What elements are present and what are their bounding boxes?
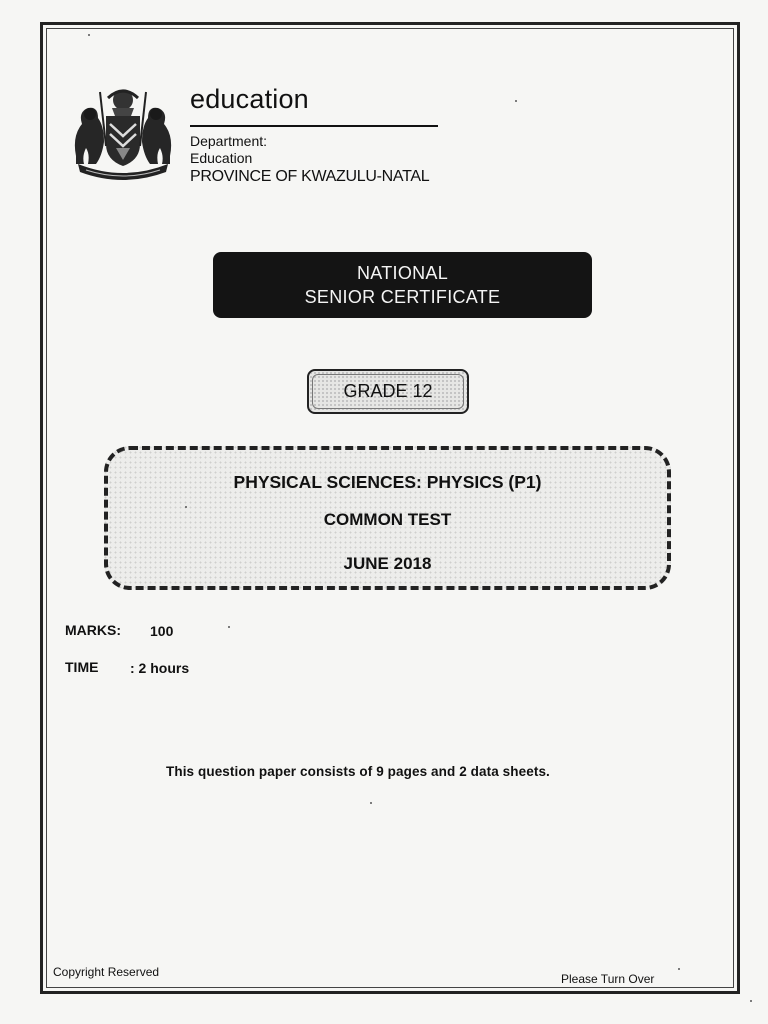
logo-underline <box>190 125 438 127</box>
coat-of-arms-icon <box>68 86 178 186</box>
grade-box-inner-border <box>312 374 464 409</box>
scan-speck <box>750 1000 752 1002</box>
department-label: Department: <box>190 133 268 149</box>
paper-title-box <box>104 446 671 590</box>
scan-speck <box>370 802 372 804</box>
test-title: COMMON TEST <box>323 510 452 529</box>
department-name: Education <box>190 150 253 166</box>
subject-title: PHYSICAL SCIENCES: PHYSICS (P1) <box>233 472 542 492</box>
certificate-line-2: SENIOR CERTIFICATE <box>304 287 501 307</box>
turn-over-notice: Please Turn Over <box>561 972 655 986</box>
scan-speck <box>228 626 230 628</box>
grade-box <box>307 369 469 414</box>
province-name: PROVINCE OF KWAZULU-NATAL <box>190 168 430 185</box>
certificate-banner <box>213 252 592 318</box>
copyright-notice: Copyright Reserved <box>53 965 160 979</box>
scan-speck <box>88 34 90 36</box>
scan-speck <box>185 506 187 508</box>
certificate-line-1: NATIONAL <box>356 263 449 283</box>
grade-label: GRADE 12 <box>343 381 433 401</box>
time-value: : 2 hours <box>130 660 190 676</box>
scan-speck <box>678 968 680 970</box>
page-count-note: This question paper consists of 9 pages and 2 data sheets. <box>166 764 550 779</box>
marks-value: 100 <box>150 623 174 639</box>
marks-label: MARKS: <box>65 622 121 638</box>
scan-speck <box>515 100 517 102</box>
time-label: TIME <box>65 659 99 675</box>
logo-wordmark: education <box>190 84 309 114</box>
test-date: JUNE 2018 <box>343 554 432 573</box>
